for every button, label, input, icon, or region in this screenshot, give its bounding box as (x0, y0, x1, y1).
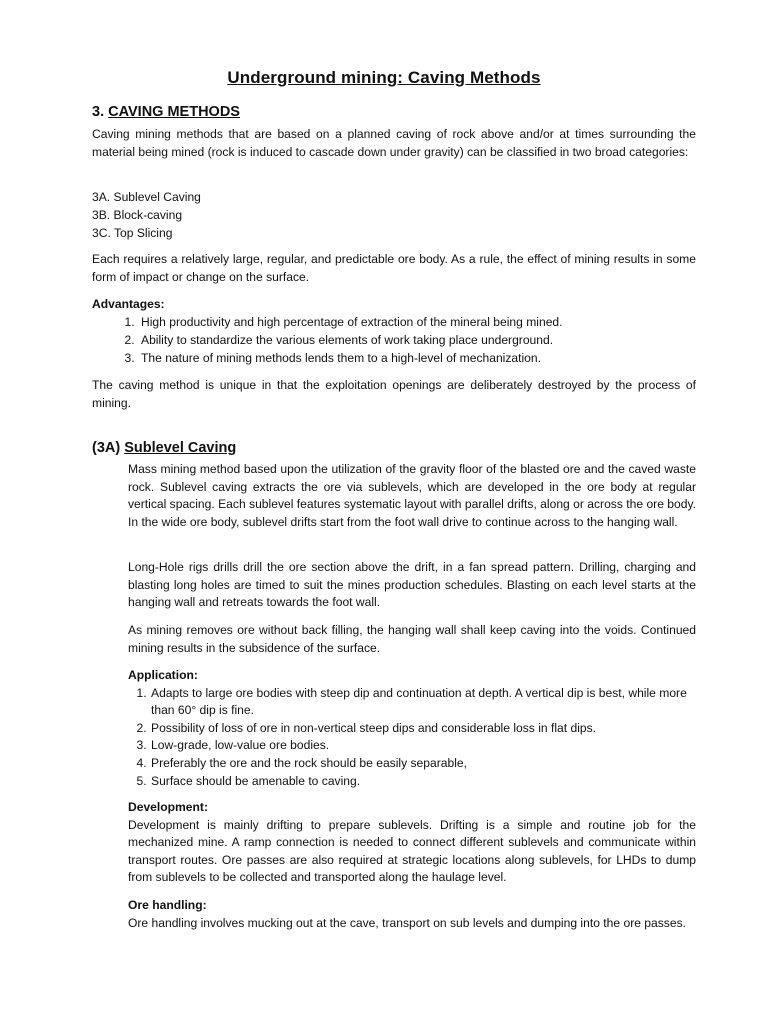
section-3-title: CAVING METHODS (108, 104, 240, 120)
application-list (128, 685, 696, 791)
application-item: 3. Low-grade, low-value ore bodies. (150, 737, 696, 755)
sublevel-paragraph-2: Long-Hole rigs drills drill the ore section above the drift, in a fan spread pattern. Drilling, charging and blasting long holes are timed to suit the mines production schedules. Blasting on each level starts at the hanging wall and retreats towards the foot wall. (128, 560, 696, 610)
page-title: Underground mining: Caving Methods (227, 68, 541, 87)
advantages-block (92, 295, 696, 367)
advantage-item: 1. High productivity and high percentage of extraction of the mineral being mined. (138, 313, 696, 331)
ore-handling-paragraph: Ore handling involves mucking out at the cave, transport on sub levels and dumping into the ore passes. (128, 915, 686, 930)
ore-handling-block (128, 897, 696, 932)
section-3-number: 3. (92, 104, 105, 120)
section-3-intro (92, 125, 696, 161)
advantages-label: Advantages: (92, 297, 165, 311)
unique-paragraph: The caving method is unique in that the exploitation openings are deliberately destroyed by the process of mining. (92, 378, 696, 410)
sublevel-para-2-block (128, 559, 696, 612)
category-item: 3B. Block-caving (92, 208, 183, 222)
requires-paragraph-block (92, 250, 696, 286)
requires-paragraph: Each requires a relatively large, regular, and predictable ore body. As a rule, the effect of mining results in some form of impact or change on the surface. (92, 252, 696, 284)
development-block (128, 799, 696, 887)
application-label: Application: (128, 668, 198, 682)
ore-handling-label: Ore handling: (128, 898, 207, 912)
category-item: 3C. Top Slicing (92, 226, 173, 240)
category-item: 3A. Sublevel Caving (92, 190, 201, 204)
advantage-item: 2. Ability to standardize the various elements of work taking place underground. (138, 331, 696, 349)
sublevel-paragraph-1: Mass mining method based upon the utilization of the gravity floor of the blasted ore and the caved waste rock. Sublevel caving extracts the ore via sublevels, which are developed in the ore body at regular vertical spacing. Each sublevel features systematic layout with parallel drifts, along or across the ore body. In the wide ore body, sublevel drifts start from the foot wall drive to continue across to the hanging wall. (128, 462, 696, 529)
section-3-heading (92, 104, 240, 120)
sublevel-paragraph-3: As mining removes ore without back filling, the hanging wall shall keep caving into the voids. Continued mining results in the subsidence of the surface. (128, 623, 696, 655)
application-block (128, 667, 696, 790)
sublevel-para-1-block (128, 461, 696, 531)
unique-paragraph-block (92, 376, 696, 412)
application-item: 4. Preferably the ore and the rock should be easily separable, (150, 755, 696, 773)
application-item: 5. Surface should be amenable to caving. (150, 773, 696, 791)
section-3a-heading (92, 440, 236, 456)
advantages-list (92, 313, 696, 367)
section-3a-prefix: (3A) (92, 440, 121, 456)
development-paragraph: Development is mainly drifting to prepare sublevels. Drifting is a simple and routine job for the mechanized mine. A ramp connection is needed to connect different sublevels and communicate within transport routes. Ore passes are also required at strategic locations along sublevels, for LHDs to dump from sublevels to be collected and transported along the haulage level. (128, 817, 696, 885)
advantage-item: 3. The nature of mining methods lends them to a high-level of mechanization. (138, 349, 696, 367)
intro-paragraph: Caving mining methods that are based on a planned caving of rock above and/or at times surrounding the material being mined (rock is induced to cascade down under gravity) can be classified in two broad categories: (92, 127, 696, 159)
development-label: Development: (128, 800, 208, 814)
section-3a-title: Sublevel Caving (124, 440, 237, 456)
application-item: 2. Possibility of loss of ore in non-vertical steep dips and considerable loss in flat dips. (150, 720, 696, 738)
category-list (92, 188, 696, 242)
application-item: 1. Adapts to large ore bodies with steep dip and continuation at depth. A vertical dip is best, while more than 60° dip is fine. (150, 685, 696, 720)
sublevel-para-3-block (128, 622, 696, 657)
